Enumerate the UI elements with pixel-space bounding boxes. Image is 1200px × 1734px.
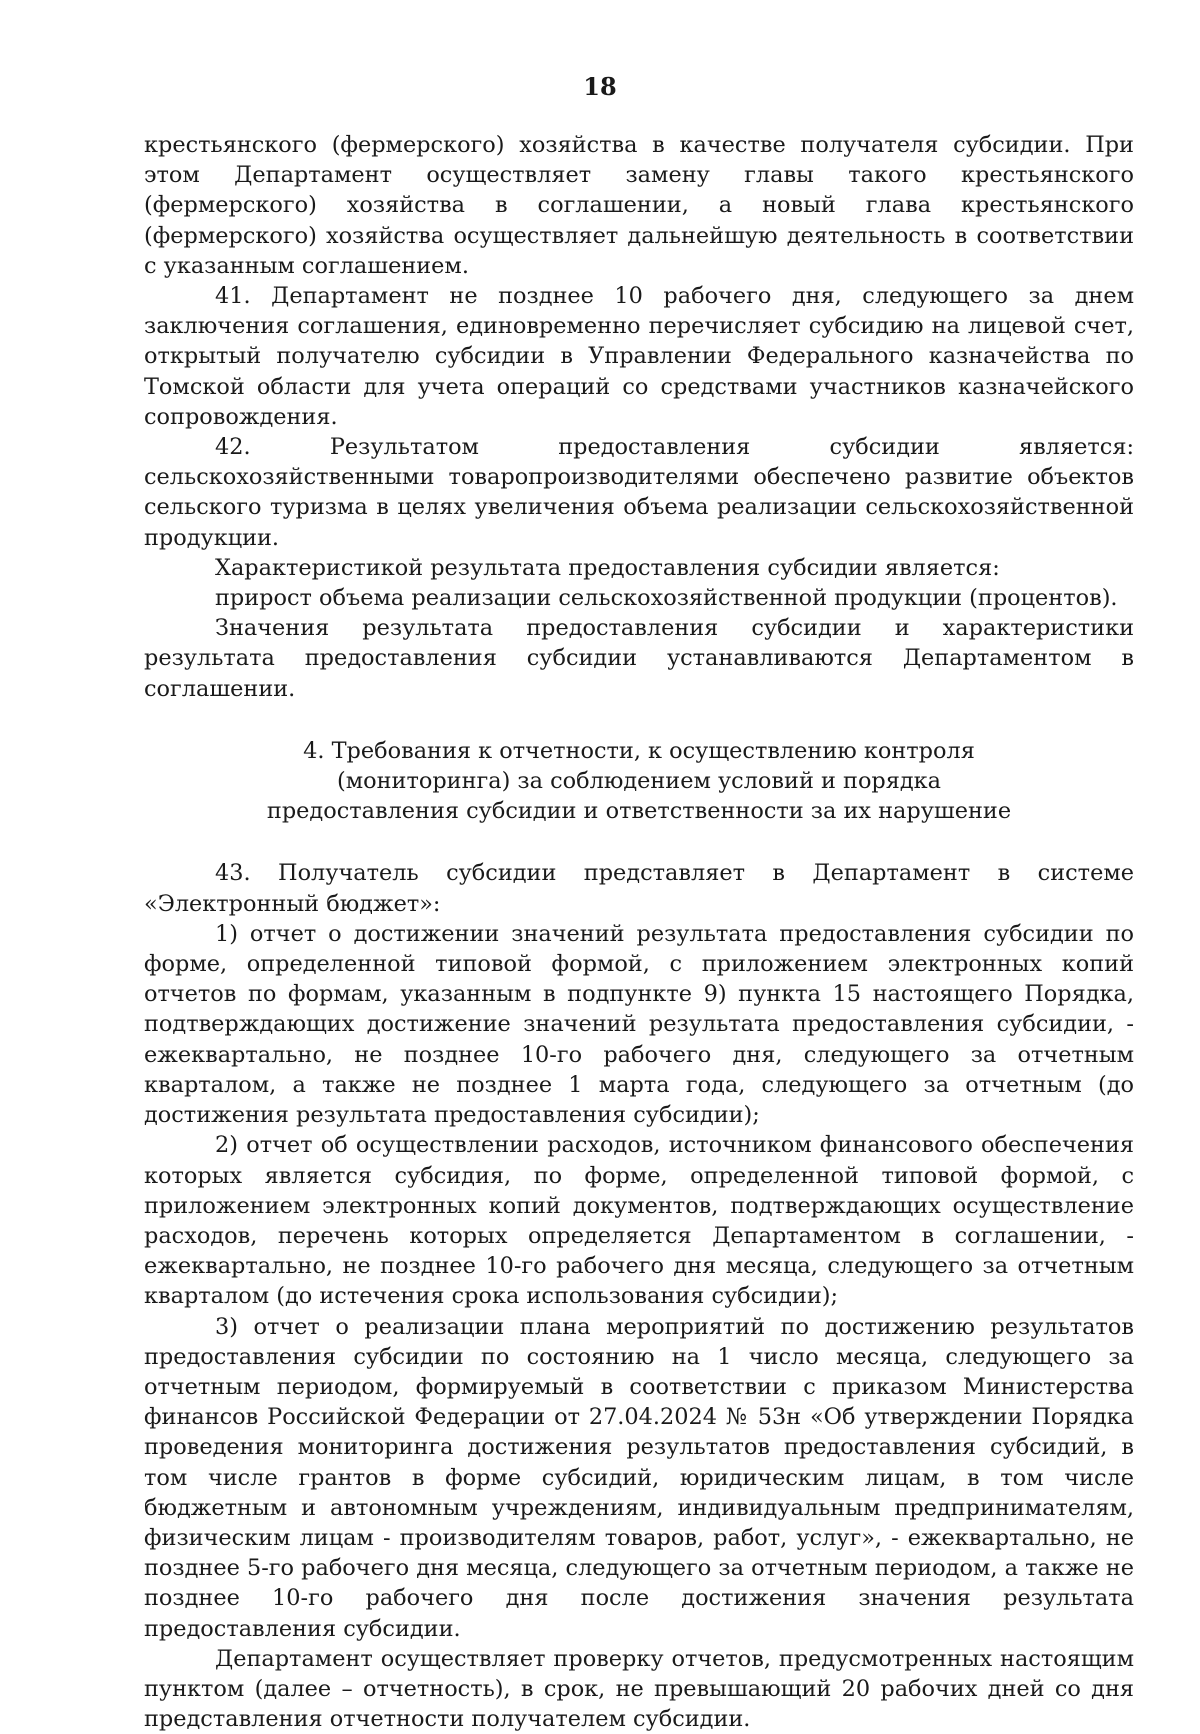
paragraph-42: 42. Результатом предоставления субсидии является: сельскохозяйственными товаропроизводителями обеспечено развитие объектов сельского туризма в целях увеличения объема реализации сельскохозяйственной продукции.	[144, 434, 1134, 551]
paragraph-continuation: крестьянского (фермерского) хозяйства в качестве получателя субсидии. При этом Департамент осуществляет замену главы такого крестьянского (фермерского) хозяйства в соглашении, а новый глава крестьянского (фермерского) хозяйства осуществляет дальнейшую деятельность в соответствии с указанным соглашением.	[144, 132, 1134, 279]
page-number: 18	[583, 72, 617, 101]
paragraph-43-item-2: 2) отчет об осуществлении расходов, источником финансового обеспечения которых является субсидия, по форме, определенной типовой формой, с приложением электронных копий документов, подтверждающих осуществление расходов, перечень которых определяется Департаментом в соглашении, - ежеквартально, не позднее 10-го рабочего дня месяца, следующего за отчетным кварталом (до истечения срока использования субсидии);	[144, 1132, 1134, 1310]
paragraph-43-item-1: 1) отчет о достижении значений результата предоставления субсидии по форме, определенной типовой формой, с приложением электронных копий отчетов по формам, указанным в подпункте 9) пункта 15 настоящего Порядка, подтверждающих достижение значений результата предоставления субсидии, - ежеквартально, не позднее 10-го рабочего дня, следующего за отчетным кварталом, а также не позднее 1 марта года, следующего за отчетным (до достижения результата предоставления субсидии);	[144, 920, 1134, 1129]
paragraph-result-values: Значения результата предоставления субсидии и характеристики результата предоставления субсидии устанавливаются Департаментом в соглашении.	[144, 615, 1134, 702]
section-heading-line-1: 4. Требования к отчетности, к осуществлению контроля	[303, 737, 975, 764]
section-heading	[144, 736, 1134, 827]
paragraph-report-check: Департамент осуществляет проверку отчетов, предусмотренных настоящим пунктом (далее – отчетность), в срок, не превышающий 20 рабочих дней со дня представления отчетности получателем субсидии.	[144, 1645, 1134, 1733]
paragraph-result-growth: прирост объема реализации сельскохозяйственной продукции (процентов).	[215, 585, 1118, 612]
section-heading-line-3: предоставления субсидии и ответственности за их нарушение	[266, 798, 1012, 825]
paragraph-43: 43. Получатель субсидии представляет в Департамент в системе «Электронный бюджет»:	[144, 860, 1134, 917]
document-body	[144, 130, 1134, 1734]
section-heading-line-2: (мониторинга) за соблюдением условий и порядка	[336, 768, 942, 795]
paragraph-43-item-3: 3) отчет о реализации плана мероприятий по достижению результатов предоставления субсидии по состоянию на 1 число месяца, следующего за отчетным периодом, формируемый в соответствии с приказом Министерства финансов Российской Федерации от 27.04.2024 № 53н «Об утверждении Порядка проведения мониторинга достижения результатов предоставления субсидий, в том числе грантов в форме субсидий, юридическим лицам, в том числе бюджетным и автономным учреждениям, индивидуальным предпринимателям, физическим лицам - производителям товаров, работ, услуг», - ежеквартально, не позднее 5-го рабочего дня месяца, следующего за отчетным периодом, а также не позднее 10-го рабочего дня после достижения значения результата предоставления субсидии.	[144, 1313, 1134, 1642]
paragraph-41: 41. Департамент не позднее 10 рабочего дня, следующего за днем заключения соглашения, единовременно перечисляет субсидию на лицевой счет, открытый получателю субсидии в Управлении Федерального казначейства по Томской области для учета операций со средствами участников казначейского сопровождения.	[144, 283, 1134, 430]
paragraph-result-characteristic: Характеристикой результата предоставления субсидии является:	[215, 554, 1000, 581]
